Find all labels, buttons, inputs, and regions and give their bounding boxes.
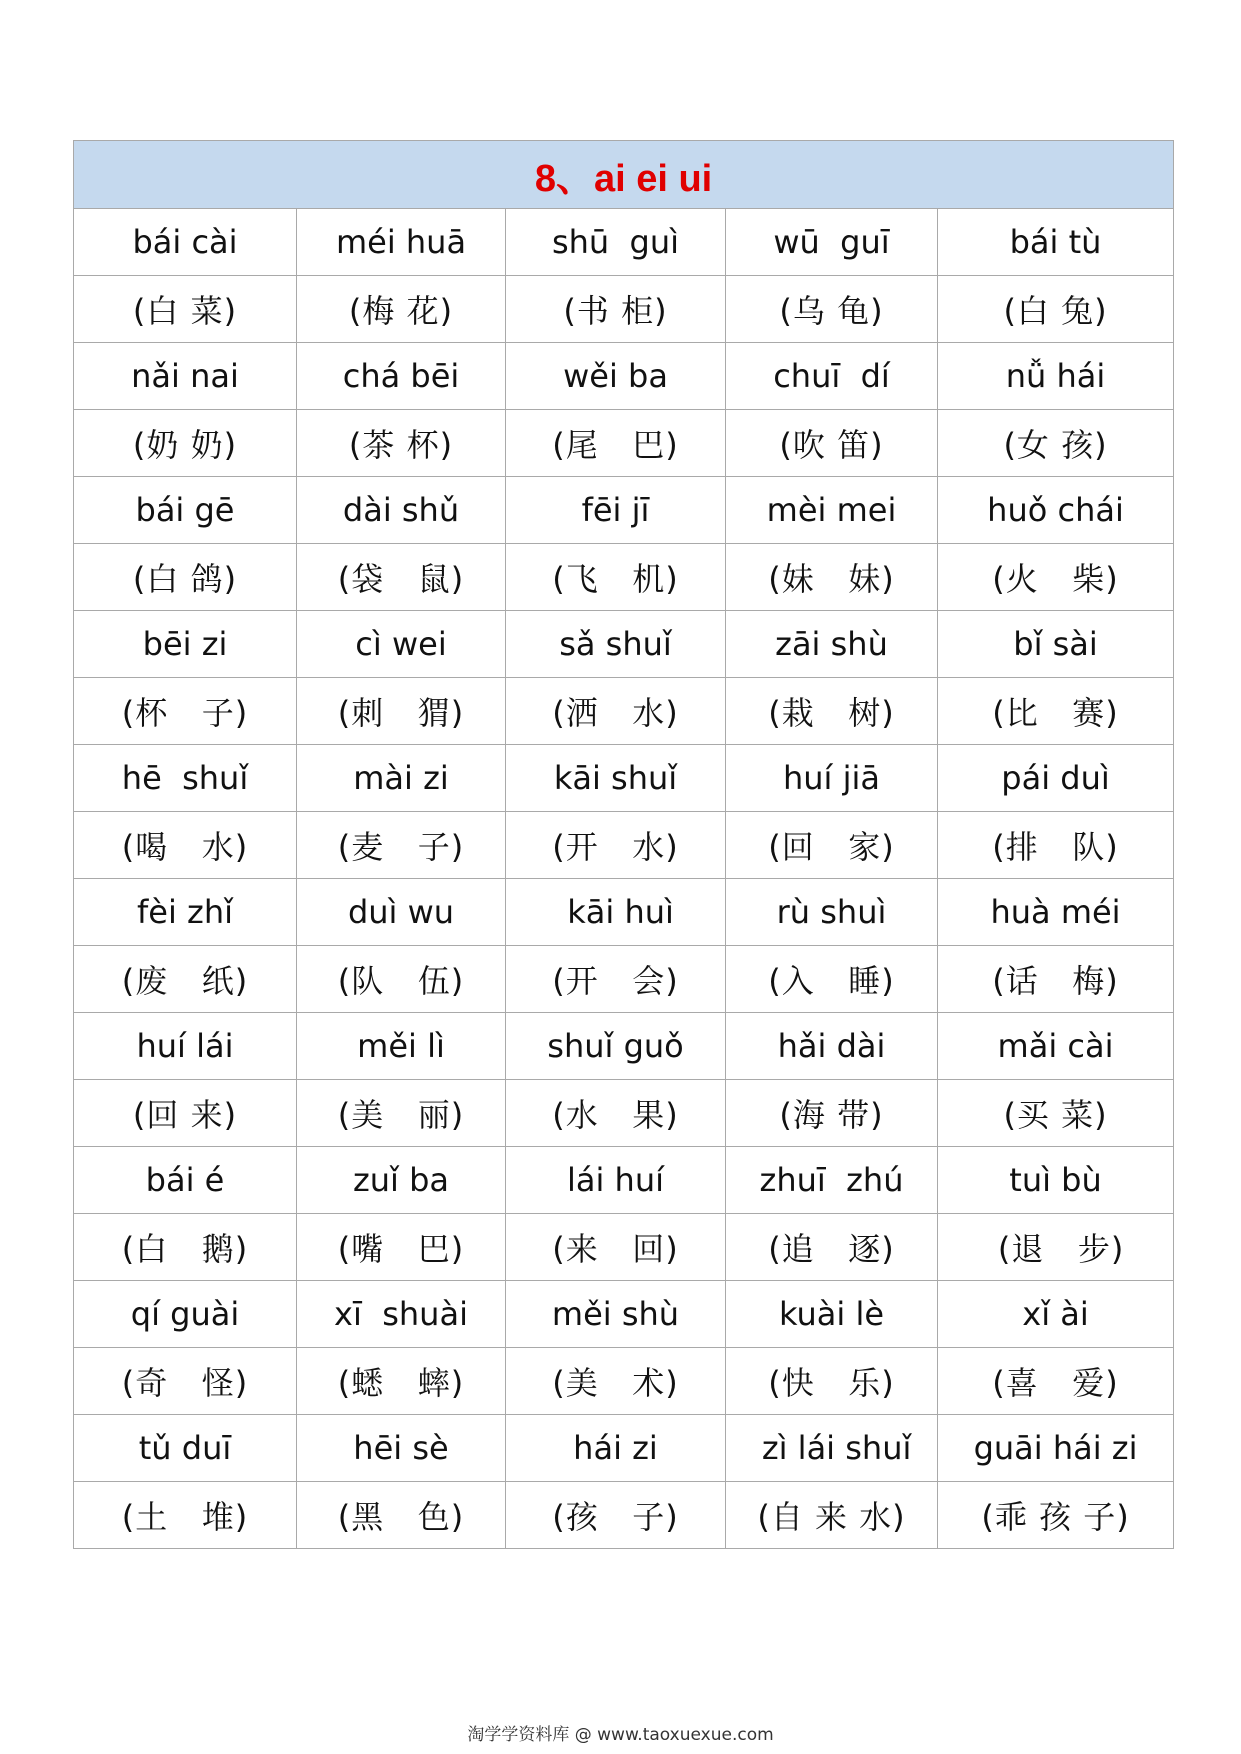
hanzi-cell: (洒 水) bbox=[506, 678, 726, 745]
hanzi-cell: (水 果) bbox=[506, 1080, 726, 1147]
pinyin-cell: fèi zhǐ bbox=[74, 879, 297, 946]
pinyin-cell: rù shuì bbox=[726, 879, 938, 946]
pinyin-table bbox=[73, 140, 1174, 1549]
hanzi-cell: (话 梅) bbox=[938, 946, 1174, 1013]
pinyin-cell: tuì bù bbox=[938, 1147, 1174, 1214]
hanzi-row bbox=[74, 1348, 1174, 1415]
hanzi-cell: (嘴 巴) bbox=[297, 1214, 506, 1281]
hanzi-cell: (乖 孩 子) bbox=[938, 1482, 1174, 1549]
hanzi-cell: (妹 妹) bbox=[726, 544, 938, 611]
pinyin-cell: hēi sè bbox=[297, 1415, 506, 1482]
pinyin-cell: zhuī zhú bbox=[726, 1147, 938, 1214]
hanzi-cell: (废 纸) bbox=[74, 946, 297, 1013]
hanzi-cell: (孩 子) bbox=[506, 1482, 726, 1549]
pinyin-cell: kuài lè bbox=[726, 1281, 938, 1348]
hanzi-cell: (白 鸽) bbox=[74, 544, 297, 611]
pinyin-cell: nǚ hái bbox=[938, 343, 1174, 410]
pinyin-cell: zuǐ ba bbox=[297, 1147, 506, 1214]
hanzi-cell: (来 回) bbox=[506, 1214, 726, 1281]
pinyin-row bbox=[74, 343, 1174, 410]
pinyin-cell: huí jiā bbox=[726, 745, 938, 812]
pinyin-cell: chuī dí bbox=[726, 343, 938, 410]
pinyin-cell: měi lì bbox=[297, 1013, 506, 1080]
hanzi-cell: (入 睡) bbox=[726, 946, 938, 1013]
hanzi-cell: (奇 怪) bbox=[74, 1348, 297, 1415]
hanzi-cell: (回 家) bbox=[726, 812, 938, 879]
hanzi-cell: (回 来) bbox=[74, 1080, 297, 1147]
pinyin-cell: měi shù bbox=[506, 1281, 726, 1348]
pinyin-cell: pái duì bbox=[938, 745, 1174, 812]
hanzi-cell: (比 赛) bbox=[938, 678, 1174, 745]
pinyin-cell: bái tù bbox=[938, 209, 1174, 276]
pinyin-cell: bǐ sài bbox=[938, 611, 1174, 678]
pinyin-cell: guāi hái zi bbox=[938, 1415, 1174, 1482]
pinyin-cell: mài zi bbox=[297, 745, 506, 812]
pinyin-cell: mèi mei bbox=[726, 477, 938, 544]
hanzi-row bbox=[74, 1482, 1174, 1549]
hanzi-row bbox=[74, 544, 1174, 611]
pinyin-cell: zāi shù bbox=[726, 611, 938, 678]
pinyin-cell: bēi zi bbox=[74, 611, 297, 678]
pinyin-cell: méi huā bbox=[297, 209, 506, 276]
pinyin-cell: bái cài bbox=[74, 209, 297, 276]
pinyin-cell: bái gē bbox=[74, 477, 297, 544]
pinyin-row bbox=[74, 745, 1174, 812]
pinyin-row bbox=[74, 477, 1174, 544]
pinyin-cell: hē shuǐ bbox=[74, 745, 297, 812]
hanzi-cell: (麦 子) bbox=[297, 812, 506, 879]
hanzi-cell: (袋 鼠) bbox=[297, 544, 506, 611]
hanzi-cell: (队 伍) bbox=[297, 946, 506, 1013]
hanzi-cell: (飞 机) bbox=[506, 544, 726, 611]
pinyin-cell: hǎi dài bbox=[726, 1013, 938, 1080]
hanzi-cell: (奶 奶) bbox=[74, 410, 297, 477]
pinyin-cell: shū guì bbox=[506, 209, 726, 276]
pinyin-cell: tǔ duī bbox=[74, 1415, 297, 1482]
hanzi-cell: (乌 龟) bbox=[726, 276, 938, 343]
pinyin-cell: kāi shuǐ bbox=[506, 745, 726, 812]
pinyin-row bbox=[74, 1013, 1174, 1080]
pinyin-cell: dài shǔ bbox=[297, 477, 506, 544]
hanzi-cell: (梅 花) bbox=[297, 276, 506, 343]
footer-watermark: 淘学学资料库 @ www.taoxuexue.com bbox=[467, 1725, 774, 1745]
pinyin-cell: zì lái shuǐ bbox=[726, 1415, 938, 1482]
hanzi-cell: (杯 子) bbox=[74, 678, 297, 745]
hanzi-cell: (白 鹅) bbox=[74, 1214, 297, 1281]
hanzi-cell: (茶 杯) bbox=[297, 410, 506, 477]
hanzi-cell: (海 带) bbox=[726, 1080, 938, 1147]
pinyin-row bbox=[74, 611, 1174, 678]
hanzi-cell: (土 堆) bbox=[74, 1482, 297, 1549]
hanzi-cell: (买 菜) bbox=[938, 1080, 1174, 1147]
pinyin-row bbox=[74, 1147, 1174, 1214]
hanzi-row bbox=[74, 678, 1174, 745]
pinyin-cell: fēi jī bbox=[506, 477, 726, 544]
pinyin-cell: qí guài bbox=[74, 1281, 297, 1348]
pinyin-cell: cì wei bbox=[297, 611, 506, 678]
hanzi-cell: (吹 笛) bbox=[726, 410, 938, 477]
hanzi-cell: (美 术) bbox=[506, 1348, 726, 1415]
pinyin-cell: duì wu bbox=[297, 879, 506, 946]
hanzi-row bbox=[74, 812, 1174, 879]
hanzi-cell: (书 柜) bbox=[506, 276, 726, 343]
hanzi-cell: (开 会) bbox=[506, 946, 726, 1013]
hanzi-row bbox=[74, 1214, 1174, 1281]
hanzi-cell: (喜 爱) bbox=[938, 1348, 1174, 1415]
pinyin-row bbox=[74, 1415, 1174, 1482]
pinyin-cell: xǐ ài bbox=[938, 1281, 1174, 1348]
hanzi-cell: (黑 色) bbox=[297, 1482, 506, 1549]
pinyin-cell: shuǐ guǒ bbox=[506, 1013, 726, 1080]
pinyin-cell: kāi huì bbox=[506, 879, 726, 946]
title-row bbox=[74, 141, 1174, 209]
pinyin-cell: wěi ba bbox=[506, 343, 726, 410]
pinyin-cell: xī shuài bbox=[297, 1281, 506, 1348]
pinyin-cell: huǒ chái bbox=[938, 477, 1174, 544]
hanzi-row bbox=[74, 410, 1174, 477]
hanzi-cell: (追 逐) bbox=[726, 1214, 938, 1281]
pinyin-cell: huí lái bbox=[74, 1013, 297, 1080]
pinyin-cell: mǎi cài bbox=[938, 1013, 1174, 1080]
hanzi-cell: (白 菜) bbox=[74, 276, 297, 343]
hanzi-cell: (快 乐) bbox=[726, 1348, 938, 1415]
hanzi-cell: (开 水) bbox=[506, 812, 726, 879]
pinyin-row bbox=[74, 1281, 1174, 1348]
hanzi-cell: (女 孩) bbox=[938, 410, 1174, 477]
hanzi-cell: (蟋 蟀) bbox=[297, 1348, 506, 1415]
hanzi-cell: (刺 猬) bbox=[297, 678, 506, 745]
hanzi-cell: (排 队) bbox=[938, 812, 1174, 879]
pinyin-cell: huà méi bbox=[938, 879, 1174, 946]
hanzi-row bbox=[74, 946, 1174, 1013]
pinyin-cell: wū guī bbox=[726, 209, 938, 276]
pinyin-cell: hái zi bbox=[506, 1415, 726, 1482]
hanzi-cell: (美 丽) bbox=[297, 1080, 506, 1147]
hanzi-cell: (栽 树) bbox=[726, 678, 938, 745]
pinyin-cell: lái huí bbox=[506, 1147, 726, 1214]
pinyin-row bbox=[74, 879, 1174, 946]
hanzi-row bbox=[74, 1080, 1174, 1147]
hanzi-cell: (尾 巴) bbox=[506, 410, 726, 477]
sheet-title: 8、ai ei ui bbox=[74, 141, 1174, 209]
hanzi-cell: (退 步) bbox=[938, 1214, 1174, 1281]
pinyin-row bbox=[74, 209, 1174, 276]
hanzi-cell: (白 兔) bbox=[938, 276, 1174, 343]
hanzi-cell: (喝 水) bbox=[74, 812, 297, 879]
hanzi-row bbox=[74, 276, 1174, 343]
pinyin-cell: chá bēi bbox=[297, 343, 506, 410]
hanzi-cell: (自 来 水) bbox=[726, 1482, 938, 1549]
pinyin-cell: bái é bbox=[74, 1147, 297, 1214]
hanzi-cell: (火 柴) bbox=[938, 544, 1174, 611]
pinyin-cell: sǎ shuǐ bbox=[506, 611, 726, 678]
pinyin-cell: nǎi nai bbox=[74, 343, 297, 410]
